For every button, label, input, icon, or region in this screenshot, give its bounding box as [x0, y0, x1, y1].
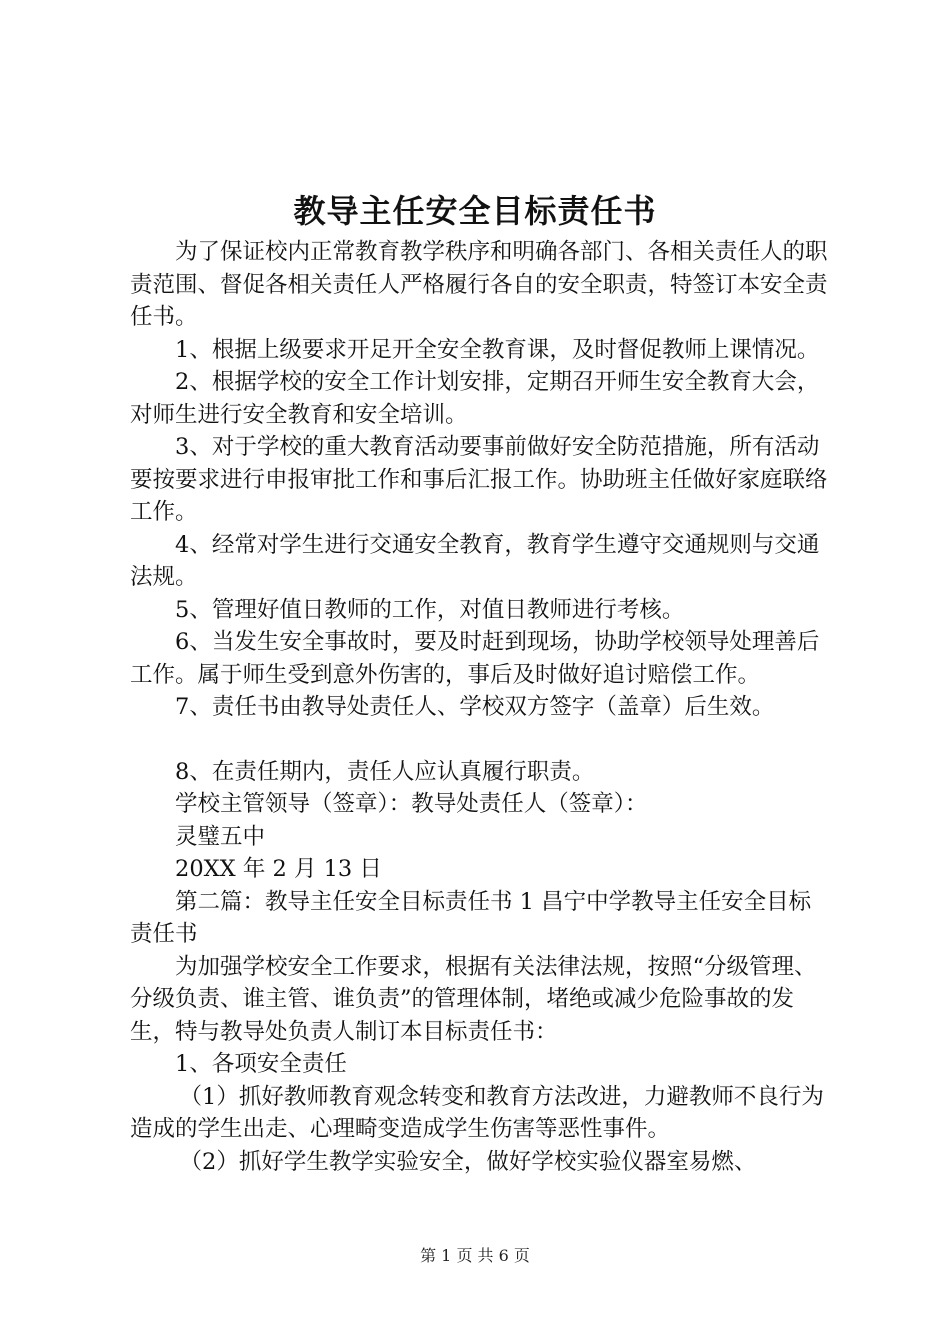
school-name: 灵璧五中 — [175, 823, 266, 850]
second-intro-paragraph: 为加强学校安全工作要求，根据有关法律法规，按照“分级管理、分级负责、谁主管、谁负责”的管理体制，堵绝或减少危险事故的发生，特与教导处负责人制订本目标责任书： — [130, 953, 817, 1045]
second-item-1: （1）抓好教师教育观念转变和教育方法改进，力避教师不良行为造成的学生出走、心理畸变造成学生伤害等恶性事件。 — [130, 1083, 824, 1142]
intro-paragraph: 为了保证校内正常教育教学秩序和明确各部门、各相关责任人的职责范围、督促各相关责任人严格履行各自的安全职责，特签订本安全责任书。 — [130, 239, 828, 330]
clause-8: 8、在责任期内，责任人应认真履行职责。 — [175, 758, 595, 785]
clause-7: 7、责任书由教导处责任人、学校双方签字（盖章）后生效。 — [175, 694, 775, 720]
clause-2: 2、根据学校的安全工作计划安排，定期召开师生安全教育大会，对师生进行安全教育和安全培训。 — [130, 369, 820, 428]
signature-line: 学校主管领导（签章）：教导处责任人（签章）： — [175, 791, 648, 817]
clause-3: 3、对于学校的重大教育活动要事前做好安全防范措施，所有活动要按要求进行申报审批工作和事后汇报工作。协助班主任做好家庭联络工作。 — [130, 434, 828, 525]
document-title: 教导主任安全目标责任书 — [293, 192, 657, 230]
second-item-2: （2）抓好学生教学实验安全，做好学校实验仪器室易燃、 — [179, 1148, 757, 1175]
clause-6: 6、当发生安全事故时，要及时赶到现场，协助学校领导处理善后工作。属于师生受到意外伤害的，事后及时做好追讨赔偿工作。 — [130, 629, 820, 688]
second-heading-1: 1、各项安全责任 — [175, 1051, 347, 1077]
second-section-title: 第二篇：教导主任安全目标责任书 1 昌宁中学教导主任安全目标责任书 — [130, 888, 812, 947]
document-date: 20XX 年 2 月 13 日 — [175, 856, 382, 882]
clause-4: 4、经常对学生进行交通安全教育，教育学生遵守交通规则与交通法规。 — [130, 531, 820, 590]
clause-1: 1、根据上级要求开足开全安全教育课，及时督促教师上课情况。 — [175, 336, 820, 363]
spacer — [130, 724, 830, 756]
document-body — [130, 236, 830, 1178]
clause-5: 5、管理好值日教师的工作，对值日教师进行考核。 — [175, 596, 685, 623]
page-footer: 第 1 页 共 6 页 — [420, 1246, 530, 1265]
